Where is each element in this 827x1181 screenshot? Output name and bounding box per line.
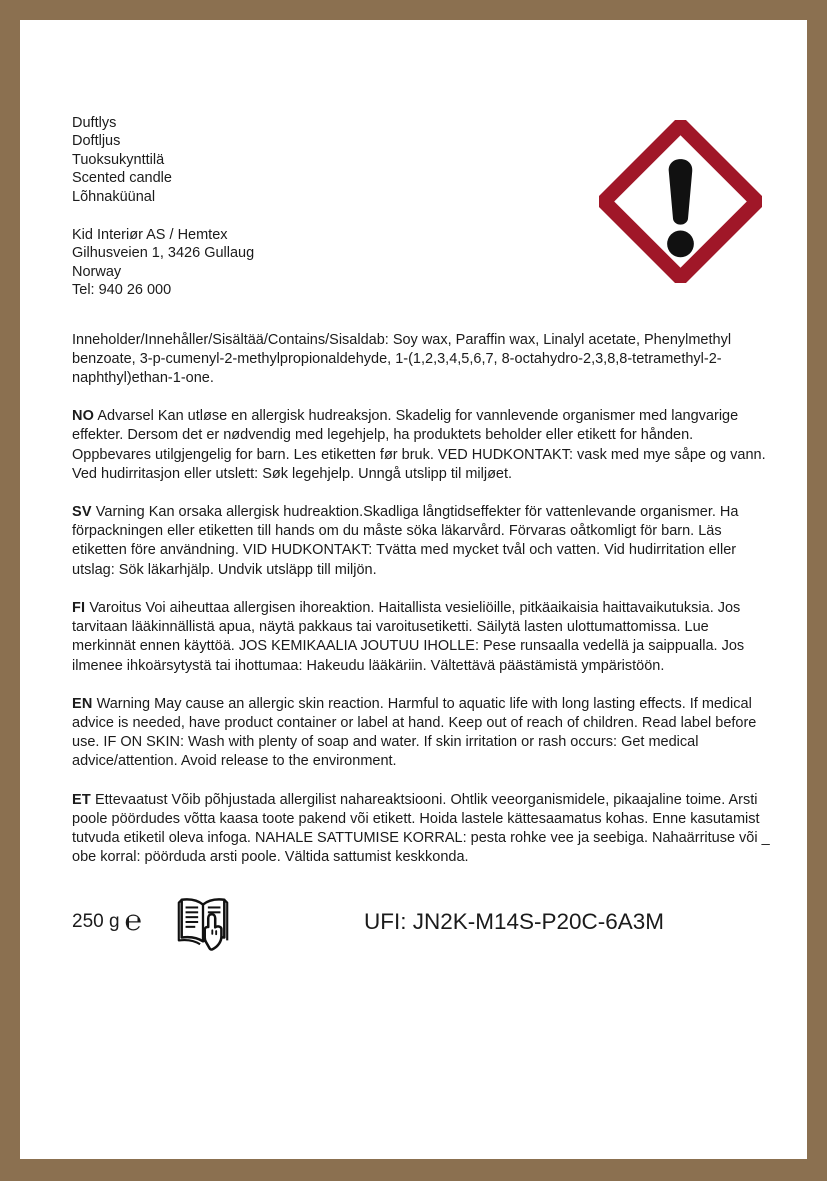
product-name-et: Lõhnaküünal: [72, 188, 156, 205]
ghs07-exclamation-mark-icon: [599, 120, 762, 283]
warning-paragraph-no: [72, 407, 772, 484]
company-phone: Tel: 940 26 000: [72, 282, 172, 299]
company-address-block: [72, 226, 254, 300]
label-footer: [72, 891, 772, 953]
read-instructions-icon: [172, 891, 234, 953]
signal-word-no: Advarsel: [97, 408, 154, 425]
product-name-fi: Tuoksukynttilä: [72, 151, 165, 168]
identity-block: [72, 112, 254, 300]
product-label-card: [20, 20, 807, 1159]
warning-paragraph-sv: [72, 503, 772, 580]
warning-paragraph-fi: [72, 599, 772, 676]
company-country: Norway: [72, 263, 122, 280]
warning-text-en: May cause an allergic skin reaction. Harmful to aquatic life with long lasting effects. If medical advice is needed, have product container or label at hand. Keep out of reach of children. Read label before use. IF ON SKIN: Wash with plenty of soap and water. If skin irritation or rash occurs: Get medical advice/attention. Avoid release to the environment.: [72, 695, 757, 770]
ingredients-paragraph: Inneholder/Innehåller/Sisältää/Contains/Sisaldab: Soy wax, Paraffin wax, Linalyl acetate, Phenylmethyl benzoate, 3-p-cumenyl-2-methylpropionaldehyde, 1-(1,2,3,4,5,6,7, 8-octahydro-2,3,8,8-tetramethyl-2-naphthyl)ethan-1-one.: [72, 331, 732, 387]
language-code-en: EN: [72, 695, 93, 712]
language-code-fi: FI: [72, 599, 86, 616]
estimated-sign-icon: ℮: [124, 904, 142, 937]
label-header: [72, 112, 772, 300]
warning-text-no: Kan utløse en allergisk hudreaksjon. Skadelig for vannlevende organismer med langvarige effekter. Dersom det er nødvendig med legehjelp, ha produktets beholder eller etikett for hånden. Oppbevares utilgjengelig for barn. Les etiketten før bruk. VED HUDKONTAKT: vask med mye såpe og vann. Ved hudirritasjon eller utslett: Søk legehjelp. Unngå utslipp til miljøet.: [72, 408, 766, 482]
company-street: Gilhusveien 1, 3426 Gullaug: [72, 245, 255, 262]
warning-text-et: Võib põhjustada allergilist nahareaktsiooni. Ohtlik veeorganismidele, pikaajaline toime. Arsti poole pöördudes võtta kaasa toote pakend või etikett. Hoida lastele kättesaamatus kohas. Enne kasutamist tutvuda etiketil oleva infoga. NAHALE SATTUMISE KORRAL: pesta rohke vee ja seebiga. Nahaärrituse või _ obe korral: pöörduda arsti poole. Vältida sattumist keskkonda.: [72, 791, 770, 866]
warning-text-fi: Voi aiheuttaa allergisen ihoreaktion. Haitallista vesieliöille, pitkäaikaisia haittavaikutuksia. Jos tarvitaan lääkinnällistä apua, näytä pakkaus tai varoitusetiketti. Säilytä lasten ulottumattomissa. Lue merkinnät ennen käyttöä. JOS KEMIKAALIA JOUTUU IHOLLE: Pese runsaalla vedellä ja saippualla. Jos ilmenee ihkoärsytystä tai ihottumaa: Hakeudu lääkäriin. Vältettävä päästämistä ympäristöön.: [72, 599, 745, 674]
signal-word-fi: Varoitus: [89, 599, 142, 616]
signal-word-et: Ettevaatust: [94, 791, 168, 808]
product-name-sv: Doftljus: [72, 133, 121, 150]
product-name-en: Scented candle: [72, 170, 172, 187]
ufi-code: UFI: JN2K-M14S-P20C-6A3M: [363, 909, 665, 935]
warning-paragraph-et: [72, 791, 772, 868]
net-weight: 250 g: [72, 911, 120, 933]
company-name: Kid Interiør AS / Hemtex: [72, 227, 228, 244]
label-content: [72, 112, 772, 953]
product-name-no: Duftlys: [72, 115, 117, 131]
warning-paragraph-en: [72, 695, 772, 772]
language-code-no: NO: [72, 408, 95, 425]
language-code-et: ET: [72, 791, 91, 808]
warning-text-sv: Kan orsaka allergisk hudreaktion.Skadliga långtidseffekter för vattenlevande organismer. Ha förpackningen eller etiketten till hands om du måste söka läkarvård. Förvaras oåtkomligt för barn. Läs etiketten före användning. VID HUDKONTAKT: Tvätta med mycket tvål och vatten. Vid hudirritation eller utslag: Sök läkarhjälp. Undvik utsläpp till miljön.: [72, 504, 739, 578]
signal-word-sv: Varning: [95, 504, 145, 521]
signal-word-en: Warning: [96, 695, 151, 712]
language-code-sv: SV: [72, 504, 92, 521]
product-name-block: [72, 112, 254, 206]
